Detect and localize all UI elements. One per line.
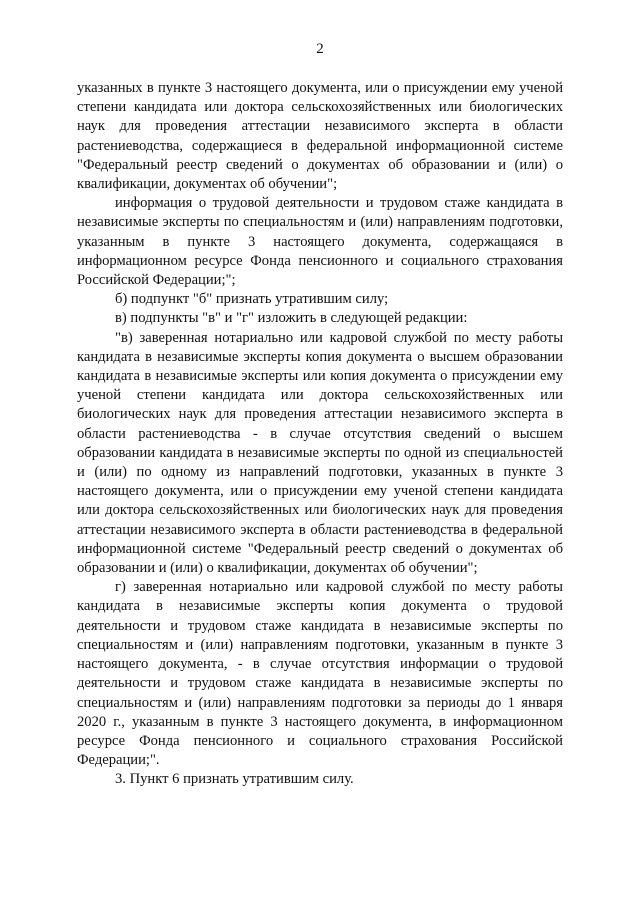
paragraph: г) заверенная нотариально или кадровой службой по месту работы кандидата в независимые эксперты копия документа о трудовой деятельности и трудовом стаже кандидата в независимые эксперты по специальностям и (или) направлениям подготовки, указанным в пункте 3 настоящего документа, - в случае отсутствия информации о трудовой деятельности и трудовом стаже кандидата в независимые эксперты по специальностям и (или) направлениям подготовки за периоды до 1 января 2020 г., указанным в пункте 3 настоящего документа, в информационном ресурсе Фонда пенсионного и социального страхования Российской Федерации;". [77,579,563,769]
paragraph: б) подпункт "б" признать утратившим силу; [115,291,389,308]
page-number: 2 [316,41,324,57]
paragraph: 3. Пункт 6 признать утратившим силу. [115,771,354,788]
paragraph: указанных в пункте 3 настоящего документа, или о присуждении ему ученой степени кандидата или доктора сельскохозяйственных или биологических наук для проведения аттестации независимого эксперта в области растениеводства, содержащиеся в федеральной информационной системе "Федеральный реестр сведений о документах об образовании и (или) о квалификации, документах об обучении"; [77,80,563,193]
paragraph: "в) заверенная нотариально или кадровой службой по месту работы кандидата в независимые эксперты копия документа о высшем образовании кандидата в независимые эксперты или копия документа о присуждении ему ученой степени кандидата или доктора сельскохозяйственных или биологических наук для проведения аттестации независимого эксперта в области растениеводства - в случае отсутствия сведений о высшем образовании кандидата в независимые эксперты по одной из специальностей и (или) по одному из направлений подготовки, указанных в пункте 3 настоящего документа, или о присуждении ему ученой степени кандидата или доктора сельскохозяйственных или биологических наук для проведения аттестации независимого эксперта в области растениеводства в федеральной информационной системе "Федеральный реестр сведений о документах об образовании и (или) о квалификации, документах об обучении"; [77,329,563,577]
paragraph: в) подпункты "в" и "г" изложить в следующей редакции: [115,310,468,327]
document-body [77,79,563,790]
paragraph: информация о трудовой деятельности и трудовом стаже кандидата в независимые эксперты по специальностям и (или) направлениям подготовки, указанным в пункте 3 настоящего документа, содержащаяся в информационном ресурсе Фонда пенсионного и социального страхования Российской Федерации;"; [77,195,563,289]
